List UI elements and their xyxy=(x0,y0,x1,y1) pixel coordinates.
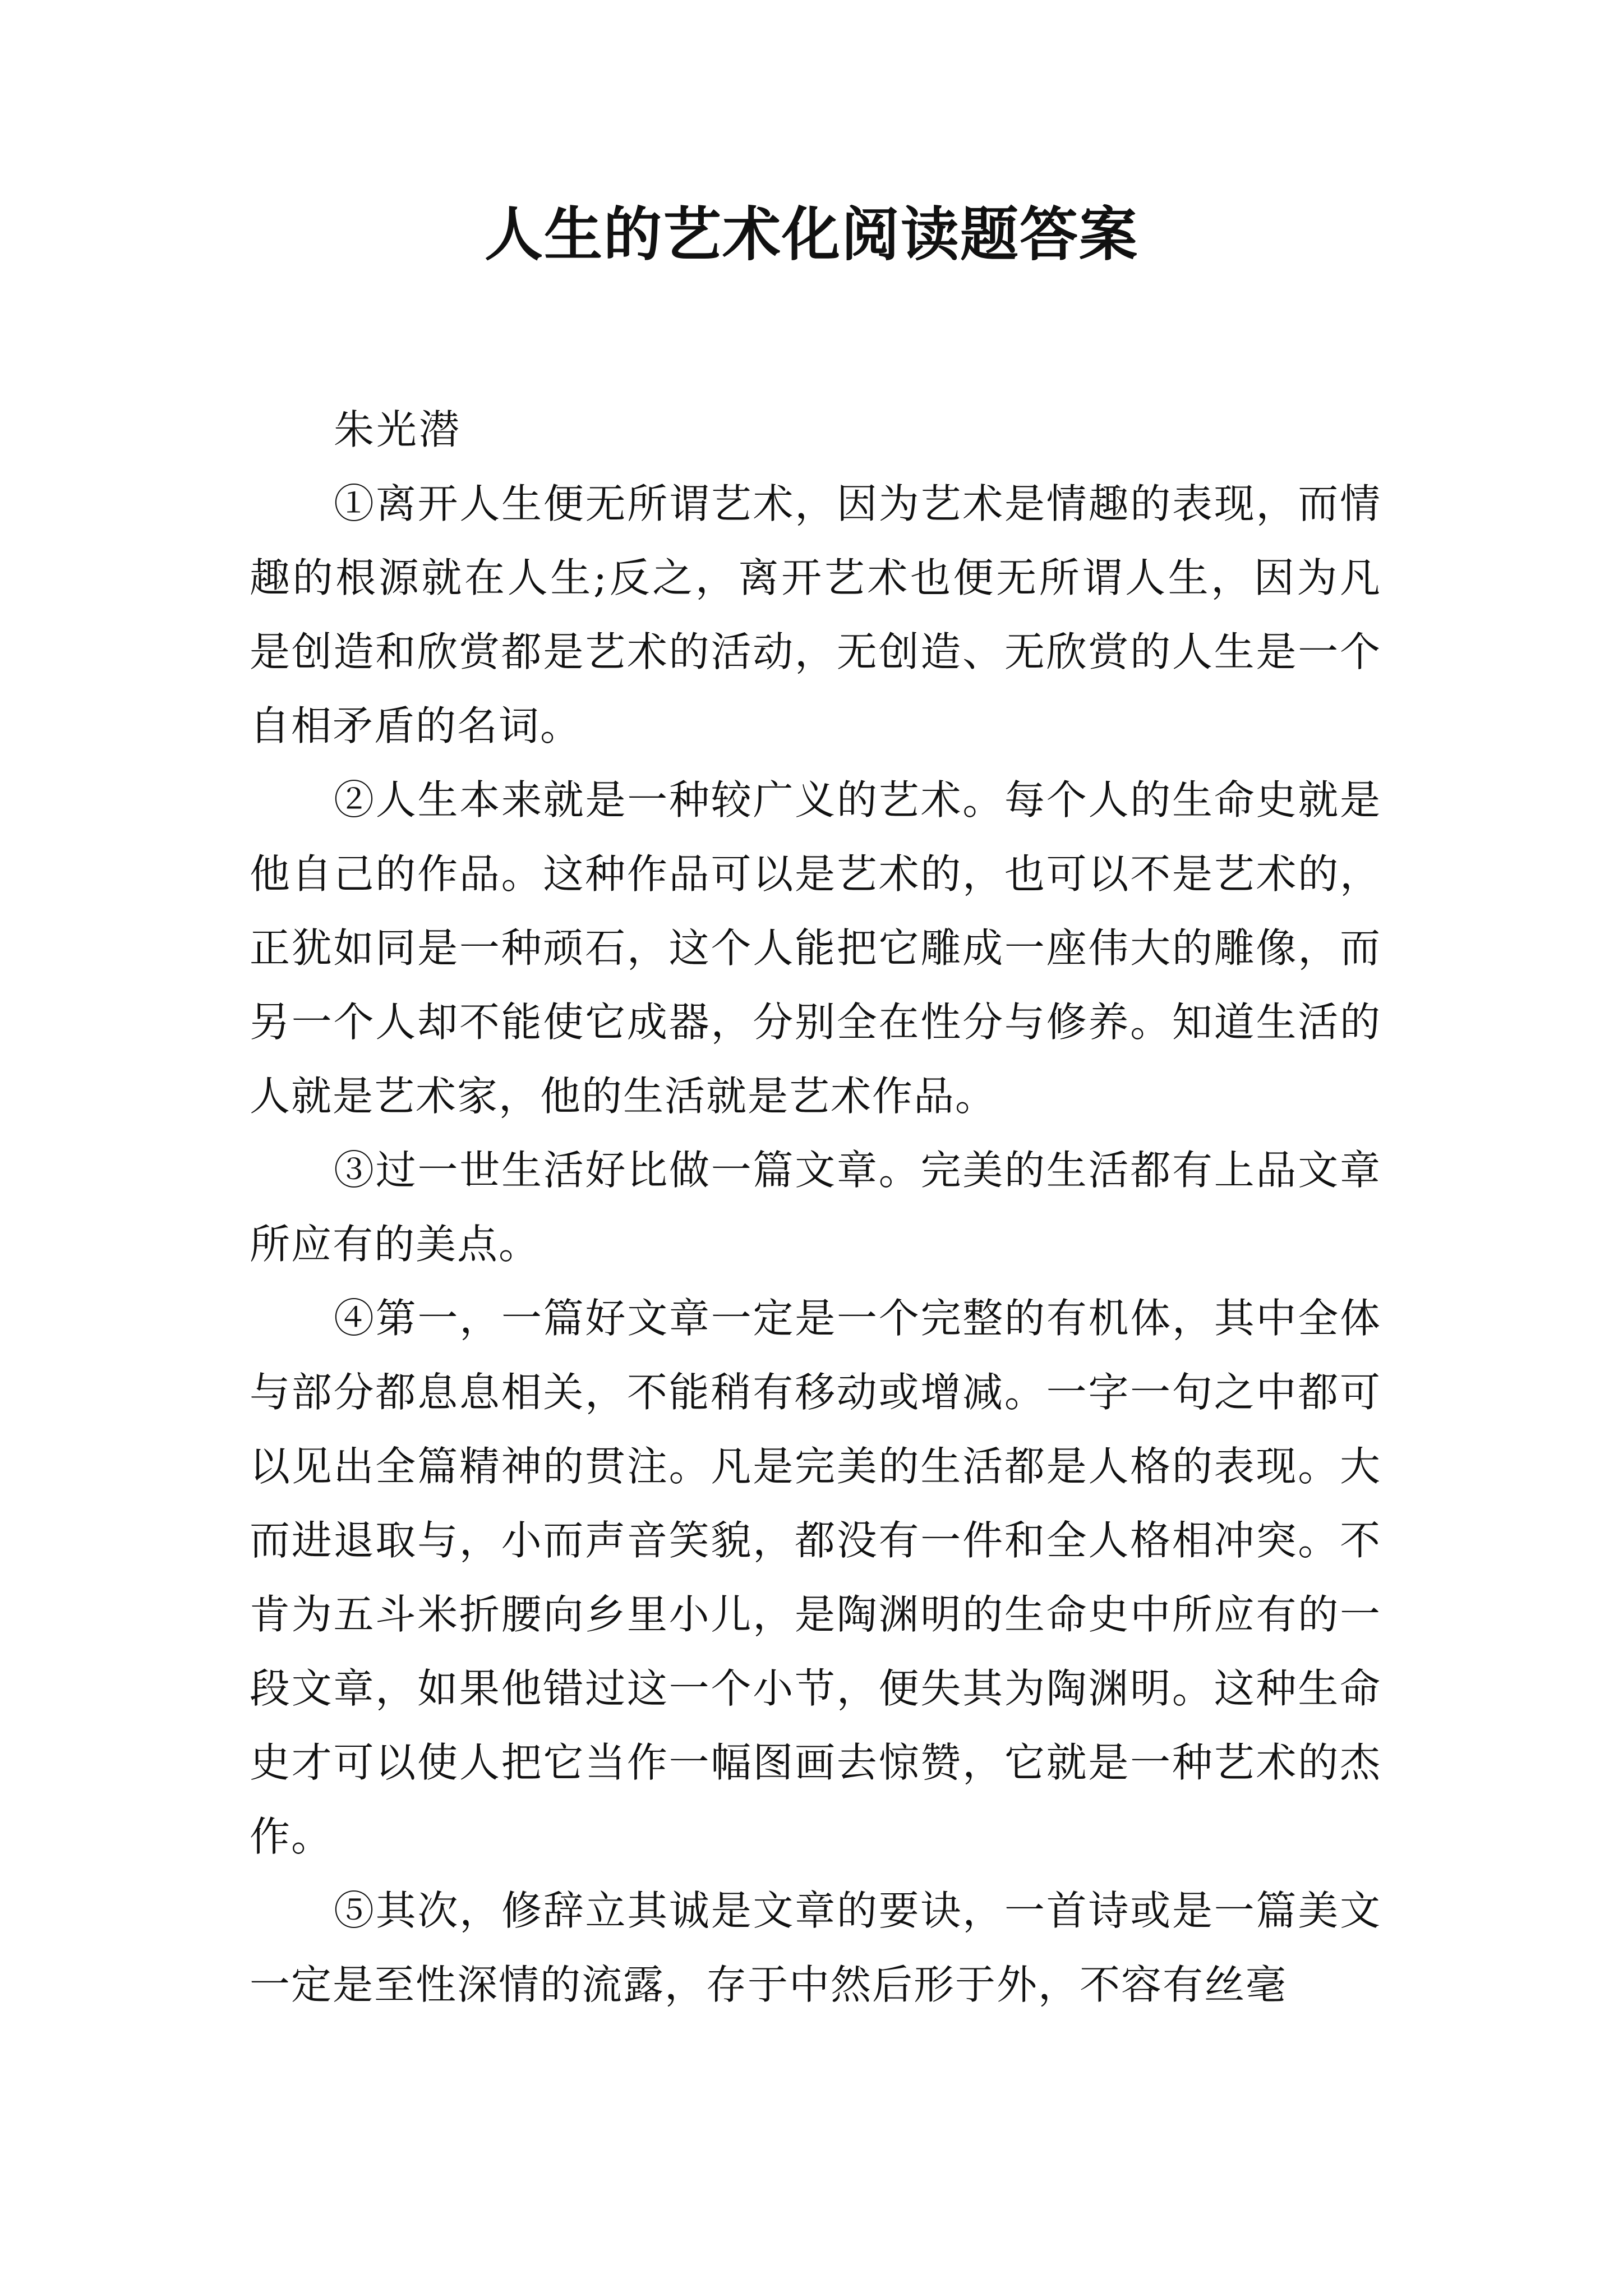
paragraph-2: ②人生本来就是一种较广义的艺术。每个人的生命史就是他自己的作品。这种作品可以是艺术的，也可以不是艺术的，正犹如同是一种顽石，这个人能把它雕成一座伟大的雕像，而另一个人却不能使它成器，分别全在性分与修养。知道生活的人就是艺术家，他的生活就是艺术作品。 xyxy=(250,776,1381,1120)
paragraph-1: ①离开人生便无所谓艺术，因为艺术是情趣的表现，而情趣的根源就在人生;反之，离开艺术也便无所谓人生，因为凡是创造和欣赏都是艺术的活动，无创造、无欣赏的人生是一个自相矛盾的名词。 xyxy=(250,480,1381,749)
paragraph-3: ③过一世生活好比做一篇文章。完美的生活都有上品文章所应有的美点。 xyxy=(250,1147,1381,1268)
document-body xyxy=(250,393,1381,2022)
paragraph-5: ⑤其次，修辞立其诚是文章的要诀，一首诗或是一篇美文一定是至性深情的流露，存于中然后形于外，不容有丝毫 xyxy=(250,1887,1381,2008)
page-title: 人生的艺术化阅读题答案 xyxy=(484,200,1138,269)
paragraph-4: ④第一，一篇好文章一定是一个完整的有机体，其中全体与部分都息息相关，不能稍有移动或增减。一字一句之中都可以见出全篇精神的贯注。凡是完美的生活都是人格的表现。大而进退取与，小而声音笑貌，都没有一件和全人格相冲突。不肯为五斗米折腰向乡里小儿，是陶渊明的生命史中所应有的一段文章，如果他错过这一个小节，便失其为陶渊明。这种生命史才可以使人把它当作一幅图画去惊赞，它就是一种艺术的杰作。 xyxy=(250,1295,1381,1860)
author-name: 朱光潜 xyxy=(334,406,462,453)
